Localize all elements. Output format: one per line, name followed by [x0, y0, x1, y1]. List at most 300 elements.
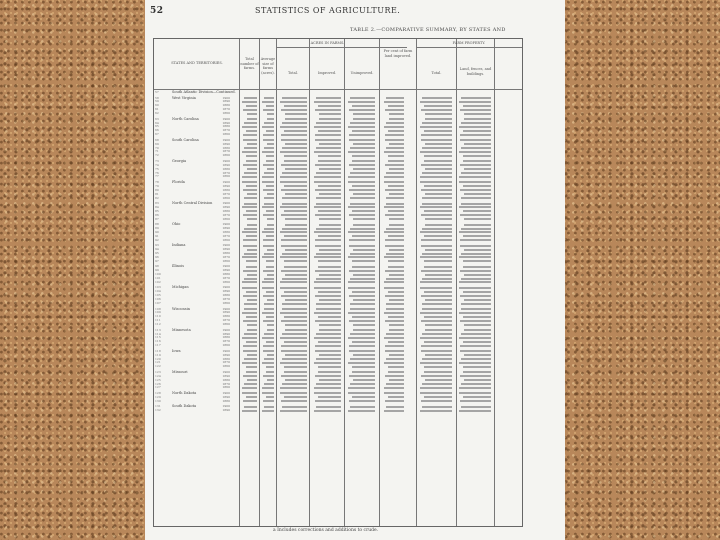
illegible-figure: [263, 109, 274, 111]
illegible-figure: [384, 312, 404, 314]
illegible-figure: [264, 308, 274, 310]
census-year: 1900: [222, 137, 230, 142]
illegible-figure: [348, 312, 375, 314]
illegible-figure: [421, 164, 452, 166]
illegible-figure: [385, 189, 404, 191]
state-label: South Carolina: [172, 137, 199, 142]
illegible-figure: [384, 281, 404, 283]
illegible-figure: [352, 266, 375, 268]
illegible-figure: [263, 239, 274, 241]
row-number: 72: [155, 153, 159, 158]
illegible-figure: [348, 231, 375, 233]
illegible-figure: [280, 101, 307, 103]
illegible-figure: [281, 245, 307, 247]
illegible-figure: [285, 143, 307, 145]
table-row: [154, 311, 522, 314]
census-year: 1890: [222, 373, 230, 378]
illegible-figure: [385, 345, 404, 347]
illegible-figure: [420, 281, 452, 283]
illegible-figure: [262, 287, 274, 289]
illegible-figure: [348, 337, 375, 339]
illegible-figure: [384, 126, 404, 128]
illegible-figure: [244, 203, 257, 205]
illegible-figure: [282, 97, 307, 99]
illegible-figure: [350, 303, 375, 305]
table-row: [154, 189, 522, 192]
value-total-header: Total.: [431, 71, 442, 75]
census-year: 1860: [222, 322, 230, 327]
illegible-figure: [421, 350, 452, 352]
illegible-figure: [263, 245, 274, 247]
state-label: North Dakota: [172, 390, 197, 395]
census-year: 1900: [222, 369, 230, 374]
illegible-figure: [263, 320, 274, 322]
illegible-figure: [349, 139, 375, 141]
illegible-figure: [461, 122, 491, 124]
illegible-figure: [389, 113, 404, 115]
row-number: 100: [155, 272, 161, 277]
illegible-figure: [350, 203, 375, 205]
row-number: 60: [155, 103, 159, 108]
illegible-figure: [422, 253, 452, 255]
illegible-figure: [262, 126, 274, 128]
illegible-figure: [386, 333, 404, 335]
illegible-figure: [284, 396, 307, 398]
table-row: [154, 329, 522, 332]
illegible-figure: [384, 387, 404, 389]
illegible-figure: [463, 396, 491, 398]
illegible-figure: [459, 231, 491, 233]
illegible-figure: [348, 281, 375, 283]
illegible-figure: [353, 193, 375, 195]
illegible-figure: [461, 333, 491, 335]
illegible-figure: [244, 147, 257, 149]
row-number: 115: [155, 335, 161, 340]
illegible-figure: [421, 214, 452, 216]
census-year: 1870: [222, 107, 230, 112]
census-year: 1900: [222, 201, 230, 205]
illegible-figure: [424, 160, 452, 162]
illegible-figure: [389, 329, 404, 331]
illegible-figure: [460, 245, 491, 247]
state-label: Michigan: [172, 285, 189, 290]
table-row: [154, 361, 522, 364]
illegible-figure: [385, 134, 404, 136]
illegible-figure: [316, 172, 341, 174]
state-label: South Dakota: [172, 404, 197, 409]
illegible-figure: [348, 287, 375, 289]
illegible-figure: [285, 329, 307, 331]
illegible-figure: [460, 270, 491, 272]
row-number: 107: [155, 301, 161, 305]
table-row: [154, 168, 522, 171]
illegible-figure: [352, 160, 375, 162]
illegible-figure: [285, 224, 307, 226]
illegible-figure: [282, 203, 307, 205]
illegible-figure: [262, 392, 274, 394]
illegible-figure: [280, 387, 307, 389]
illegible-figure: [315, 214, 341, 216]
table-row: [154, 358, 522, 361]
illegible-figure: [459, 362, 491, 364]
table-row: [154, 323, 522, 326]
illegible-figure: [389, 354, 404, 356]
table-row: [154, 269, 522, 272]
illegible-figure: [319, 249, 341, 251]
table-row: [154, 336, 522, 339]
illegible-figure: [247, 224, 257, 226]
illegible-figure: [263, 400, 274, 402]
illegible-figure: [463, 130, 491, 132]
table-row: [154, 154, 522, 157]
census-year: 1880: [222, 293, 230, 298]
illegible-figure: [384, 176, 404, 178]
census-year: 1900: [222, 327, 230, 332]
illegible-figure: [386, 358, 404, 360]
illegible-figure: [424, 371, 452, 373]
census-year: 1900: [222, 158, 230, 163]
illegible-figure: [424, 235, 452, 237]
row-number: 101: [155, 276, 161, 280]
illegible-figure: [350, 122, 375, 124]
illegible-figure: [350, 308, 375, 310]
row-number: 104: [155, 289, 161, 294]
illegible-figure: [263, 214, 274, 216]
table-row: [154, 175, 522, 178]
illegible-figure: [315, 164, 341, 166]
illegible-figure: [460, 134, 491, 136]
illegible-figure: [318, 155, 341, 157]
row-number: 93: [155, 243, 159, 248]
illegible-figure: [281, 270, 307, 272]
census-year: 1870: [222, 191, 230, 196]
illegible-figure: [243, 295, 257, 297]
illegible-figure: [420, 126, 452, 128]
illegible-figure: [384, 410, 404, 412]
table-row: [154, 344, 522, 347]
illegible-figure: [386, 308, 404, 310]
value-group-header: FARM PROPERTY.: [452, 41, 486, 45]
census-year: 1900: [222, 390, 230, 395]
illegible-figure: [420, 231, 452, 233]
illegible-figure: [243, 164, 257, 166]
illegible-figure: [284, 105, 307, 107]
row-number: 116: [155, 339, 161, 344]
illegible-figure: [459, 256, 491, 258]
illegible-figure: [459, 176, 491, 178]
illegible-figure: [389, 143, 404, 145]
illegible-figure: [267, 354, 274, 356]
illegible-figure: [244, 278, 257, 280]
illegible-figure: [244, 358, 257, 360]
table-row: [154, 139, 522, 142]
row-number: 103: [155, 285, 161, 290]
row-number: 62: [155, 111, 159, 116]
illegible-figure: [384, 206, 404, 208]
illegible-figure: [461, 228, 491, 230]
row-number: 65: [155, 124, 159, 129]
illegible-figure: [352, 341, 375, 343]
row-number: 89: [155, 226, 159, 230]
illegible-figure: [420, 206, 452, 208]
illegible-figure: [385, 164, 404, 166]
illegible-figure: [464, 249, 491, 251]
illegible-figure: [247, 113, 257, 115]
illegible-figure: [262, 362, 274, 364]
illegible-figure: [353, 274, 375, 276]
illegible-figure: [281, 295, 307, 297]
illegible-figure: [463, 260, 491, 262]
illegible-figure: [282, 303, 307, 305]
row-number: 128: [155, 390, 161, 395]
illegible-figure: [349, 400, 375, 402]
illegible-figure: [244, 172, 257, 174]
illegible-figure: [264, 203, 274, 205]
table-row: [154, 354, 522, 357]
illegible-figure: [314, 392, 341, 394]
illegible-figure: [243, 214, 257, 216]
illegible-figure: [424, 396, 452, 398]
census-year: 1880: [222, 398, 230, 403]
illegible-figure: [242, 287, 257, 289]
illegible-figure: [247, 249, 257, 251]
illegible-figure: [385, 350, 404, 352]
illegible-figure: [464, 379, 491, 381]
illegible-figure: [463, 210, 491, 212]
illegible-figure: [246, 266, 257, 268]
illegible-figure: [284, 266, 307, 268]
illegible-figure: [420, 312, 452, 314]
illegible-figure: [314, 126, 341, 128]
illegible-figure: [348, 101, 375, 103]
land-fences-header: Land, fences, and buildings.: [459, 67, 492, 76]
states-column-header: STATES AND TERRITORIES.: [171, 61, 223, 65]
illegible-figure: [422, 333, 452, 335]
illegible-figure: [247, 143, 257, 145]
illegible-figure: [285, 324, 307, 326]
census-year: 1880: [222, 103, 230, 108]
illegible-figure: [266, 155, 274, 157]
row-number: 125: [155, 377, 161, 382]
illegible-figure: [319, 224, 341, 226]
illegible-figure: [267, 379, 274, 381]
illegible-figure: [264, 383, 274, 385]
table-row: [154, 260, 522, 263]
illegible-figure: [244, 97, 257, 99]
row-number: 88: [155, 222, 159, 227]
table-row: [154, 172, 522, 175]
illegible-figure: [461, 406, 491, 408]
illegible-figure: [353, 113, 375, 115]
illegible-figure: [349, 270, 375, 272]
illegible-figure: [461, 383, 491, 385]
illegible-figure: [262, 410, 274, 412]
illegible-figure: [266, 160, 274, 162]
illegible-figure: [386, 253, 404, 255]
census-year: 1860: [222, 216, 230, 221]
state-label: Minnesota: [172, 327, 191, 332]
illegible-figure: [388, 160, 404, 162]
row-number: 95: [155, 251, 159, 255]
illegible-figure: [242, 256, 257, 258]
illegible-figure: [284, 160, 307, 162]
illegible-figure: [349, 109, 375, 111]
illegible-figure: [420, 101, 452, 103]
census-year: 1860: [222, 237, 230, 242]
census-year: 1870: [222, 149, 230, 154]
illegible-figure: [284, 210, 307, 212]
illegible-figure: [318, 371, 341, 373]
census-year: 1880: [222, 377, 230, 382]
state-label: Ohio: [172, 222, 181, 227]
illegible-figure: [280, 176, 307, 178]
census-year: 1880: [222, 335, 230, 340]
illegible-figure: [464, 329, 491, 331]
illegible-figure: [385, 239, 404, 241]
census-year: 1860: [222, 195, 230, 200]
row-number: 91: [155, 233, 159, 238]
illegible-figure: [280, 392, 307, 394]
illegible-figure: [463, 316, 491, 318]
illegible-figure: [388, 185, 404, 187]
census-year: 1860: [222, 153, 230, 158]
illegible-figure: [316, 203, 341, 205]
illegible-figure: [280, 362, 307, 364]
census-year: 1870: [222, 339, 230, 344]
census-year: 1870: [222, 128, 230, 133]
illegible-figure: [422, 358, 452, 360]
row-number: 71: [155, 149, 159, 154]
illegible-figure: [424, 266, 452, 268]
illegible-figure: [314, 101, 341, 103]
illegible-figure: [318, 291, 341, 293]
table-row: [154, 206, 522, 209]
illegible-figure: [350, 333, 375, 335]
illegible-figure: [459, 281, 491, 283]
illegible-figure: [461, 358, 491, 360]
census-year: 1890: [222, 120, 230, 125]
illegible-figure: [463, 291, 491, 293]
illegible-figure: [318, 105, 341, 107]
illegible-figure: [282, 308, 307, 310]
illegible-figure: [318, 341, 341, 343]
table-row: [154, 223, 522, 226]
illegible-figure: [463, 160, 491, 162]
row-number: 117: [155, 343, 161, 348]
illegible-figure: [421, 375, 452, 377]
census-year: 1900: [222, 348, 230, 353]
illegible-figure: [350, 147, 375, 149]
illegible-figure: [266, 210, 274, 212]
illegible-figure: [350, 383, 375, 385]
illegible-figure: [386, 122, 404, 124]
illegible-figure: [264, 253, 274, 255]
illegible-figure: [421, 270, 452, 272]
census-year: 1860: [222, 132, 230, 137]
illegible-figure: [420, 362, 452, 364]
illegible-figure: [318, 235, 341, 237]
table-row: [154, 202, 522, 205]
illegible-figure: [280, 151, 307, 153]
illegible-figure: [319, 113, 341, 115]
illegible-figure: [422, 383, 452, 385]
illegible-figure: [353, 324, 375, 326]
illegible-figure: [350, 406, 375, 408]
illegible-figure: [267, 143, 274, 145]
illegible-figure: [424, 210, 452, 212]
illegible-figure: [422, 147, 452, 149]
illegible-figure: [424, 291, 452, 293]
table-row: [154, 239, 522, 242]
illegible-figure: [266, 291, 274, 293]
illegible-figure: [352, 155, 375, 157]
illegible-figure: [349, 345, 375, 347]
census-year: 1880: [222, 187, 230, 192]
illegible-figure: [285, 113, 307, 115]
illegible-figure: [421, 295, 452, 297]
illegible-figure: [242, 312, 257, 314]
row-number: 67: [155, 132, 159, 137]
illegible-figure: [350, 172, 375, 174]
illegible-figure: [247, 218, 257, 220]
illegible-figure: [263, 375, 274, 377]
illegible-figure: [424, 260, 452, 262]
illegible-figure: [385, 139, 404, 141]
illegible-figure: [389, 193, 404, 195]
state-label: Iowa: [172, 348, 181, 353]
illegible-figure: [263, 350, 274, 352]
census-year: 1860: [222, 343, 230, 348]
illegible-figure: [246, 316, 257, 318]
table-row: [154, 150, 522, 153]
illegible-figure: [352, 291, 375, 293]
table-row: [154, 231, 522, 234]
table-row: [154, 118, 522, 121]
illegible-figure: [385, 245, 404, 247]
illegible-figure: [463, 266, 491, 268]
illegible-figure: [243, 345, 257, 347]
illegible-figure: [267, 218, 274, 220]
illegible-figure: [262, 312, 274, 314]
illegible-figure: [384, 287, 404, 289]
illegible-figure: [461, 147, 491, 149]
illegible-figure: [315, 270, 341, 272]
illegible-figure: [280, 181, 307, 183]
unimproved-acres-header: Unimproved.: [350, 71, 374, 75]
illegible-figure: [315, 189, 341, 191]
state-label: North Carolina: [172, 116, 199, 121]
illegible-figure: [264, 303, 274, 305]
illegible-figure: [244, 253, 257, 255]
illegible-figure: [246, 155, 257, 157]
illegible-figure: [352, 185, 375, 187]
illegible-figure: [243, 139, 257, 141]
row-number: 82: [155, 195, 159, 200]
census-year: 1900: [222, 243, 230, 248]
illegible-figure: [282, 172, 307, 174]
illegible-figure: [349, 214, 375, 216]
illegible-figure: [319, 218, 341, 220]
table-row: [154, 100, 522, 103]
illegible-figure: [385, 320, 404, 322]
improved-acres-header: Improved.: [317, 71, 337, 75]
illegible-figure: [385, 400, 404, 402]
table-row: [154, 308, 522, 311]
row-number: 59: [155, 99, 159, 104]
illegible-figure: [266, 371, 274, 373]
table-row: [154, 248, 522, 251]
table-row: [154, 214, 522, 217]
